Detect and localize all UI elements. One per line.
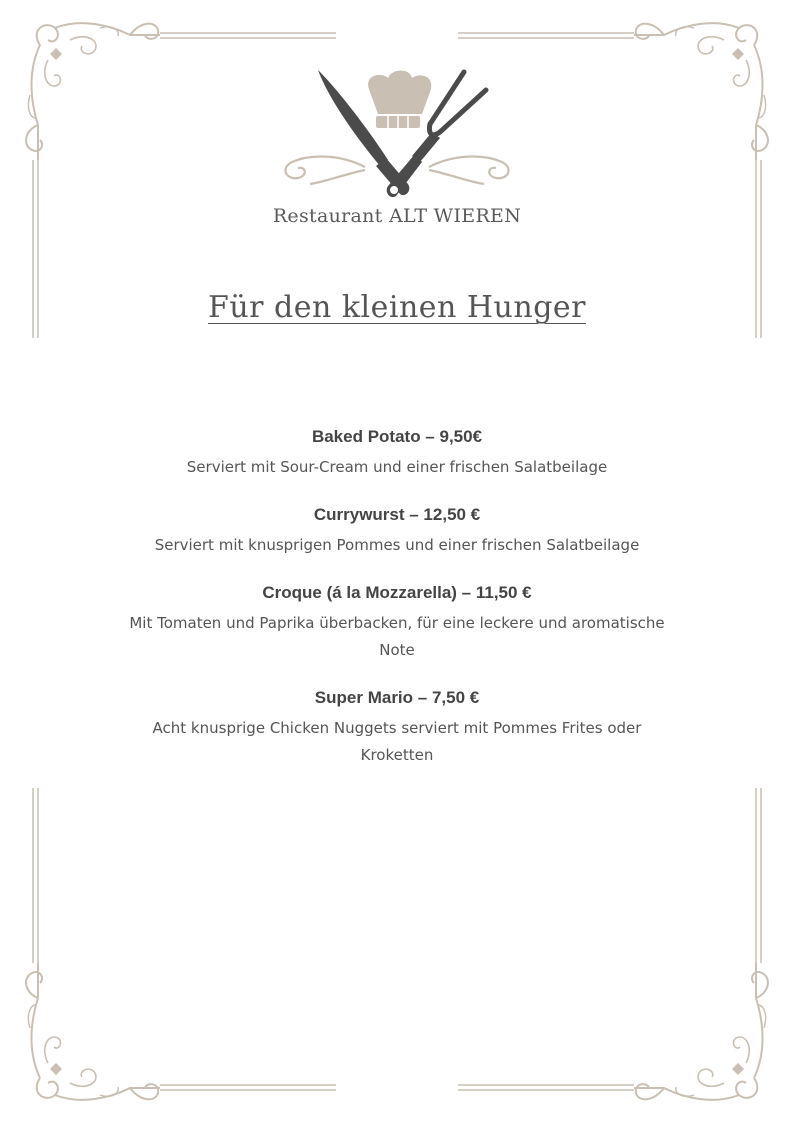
menu-item (120, 686, 674, 769)
menu-item-title: Baked Potato – 9,50€ (311, 427, 483, 446)
menu-item (120, 581, 674, 664)
section-title: Für den kleinen Hunger (208, 290, 586, 325)
menu-item-title: Currywurst – 12,50 € (313, 505, 481, 524)
menu-list (120, 425, 674, 791)
menu-item (120, 425, 674, 481)
menu-item-description: Serviert mit knusprigen Pommes und einer frischen Salatbeilage (154, 536, 640, 554)
menu-item-description: Serviert mit Sour-Cream und einer frischen Salatbeilage (186, 458, 608, 476)
restaurant-name: Restaurant ALT WIEREN (272, 205, 522, 227)
menu-item-title: Croque (á la Mozzarella) – 11,50 € (262, 583, 532, 602)
menu-item-description: Acht knusprige Chicken Nuggets serviert mit Pommes Frites oder Kroketten (152, 719, 642, 764)
menu-item-title: Super Mario – 7,50 € (314, 688, 480, 707)
menu-item-description: Mit Tomaten und Paprika überbacken, für eine leckere und aromatische Note (129, 614, 665, 659)
menu-item (120, 503, 674, 559)
knife-fork-chef-hat-icon (270, 62, 524, 202)
